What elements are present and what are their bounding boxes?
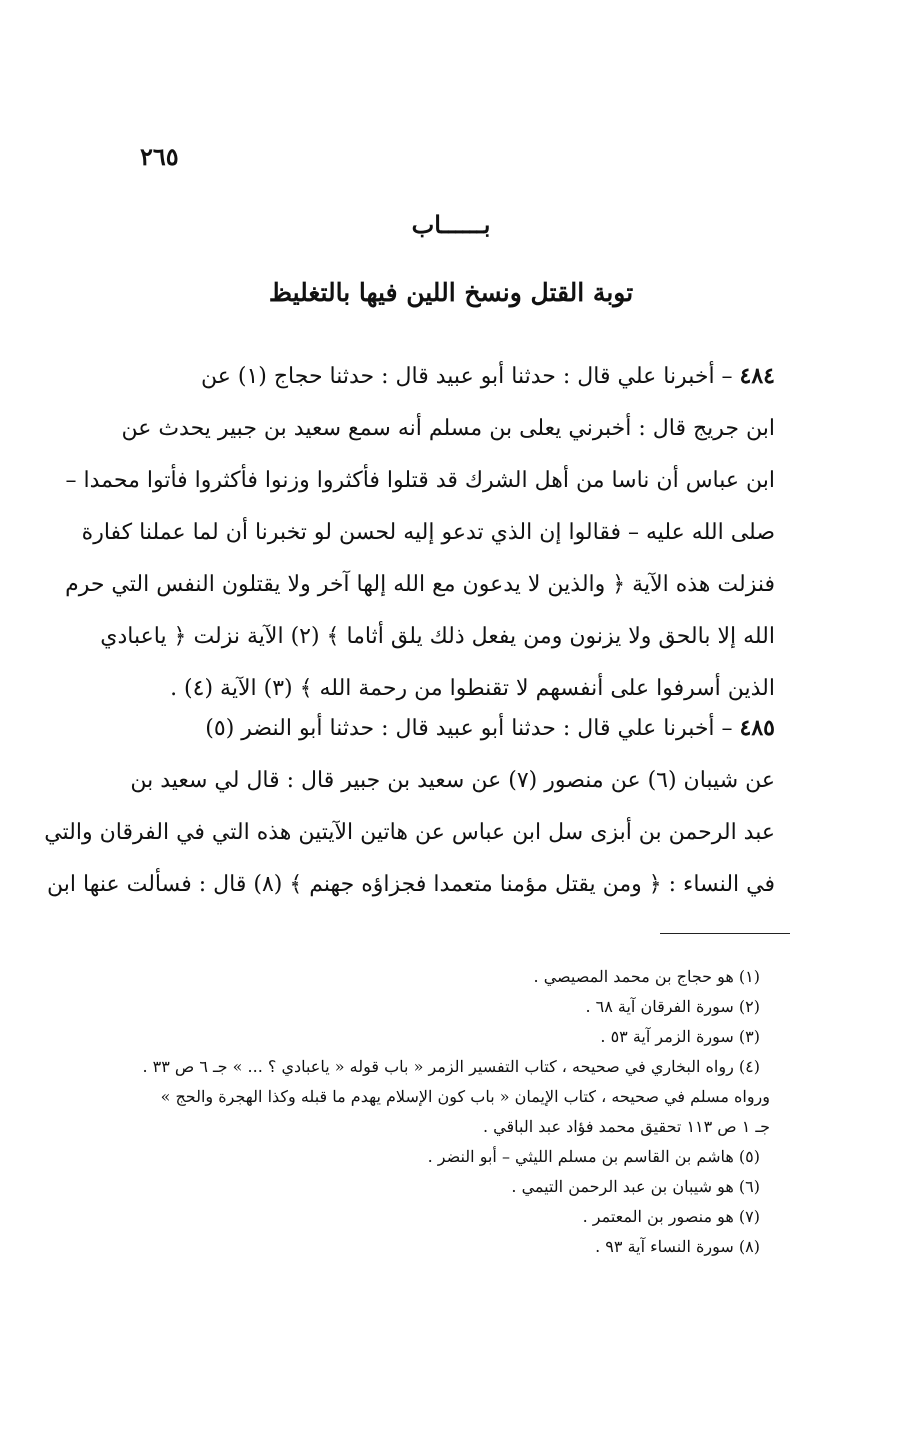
chapter-heading: بــــــاب [411, 210, 491, 239]
footnote-divider [660, 933, 790, 934]
paragraph-line: ابن جريج قال : أخبرني يعلى بن مسلم أنه سمع سعيد بن جبير يحدث عن [121, 416, 775, 441]
footnote-6: (٦) هو شيبان بن عبد الرحمن التيمي . [511, 1177, 760, 1196]
hadith-number: ٤٨٤ [739, 363, 775, 389]
footnote-2: (٢) سورة الفرقان آية ٦٨ . [585, 997, 760, 1016]
footnote-1: (١) هو حجاج بن محمد المصيصي . [533, 967, 760, 986]
footnote-4-continuation: ورواه مسلم في صحيحه ، كتاب الإيمان « باب كون الإسلام يهدم ما قبله وكذا الهجرة والحج » [160, 1087, 770, 1106]
footnote-8: (٨) سورة النساء آية ٩٣ . [595, 1237, 760, 1256]
hadith-paragraph-484 [65, 350, 775, 715]
chapter-title: توبة القتل ونسخ اللين فيها بالتغليظ [268, 278, 634, 307]
hadith-number: ٤٨٥ [739, 715, 775, 741]
paragraph-line: في النساء : ﴿ ومن يقتل مؤمنا متعمدا فجزاؤه جهنم ﴾ (٨) قال : فسألت عنها ابن [47, 872, 775, 897]
paragraph-line: ابن عباس أن ناسا من أهل الشرك قد قتلوا فأكثروا وزنوا فأكثروا فأتوا محمدا – [65, 468, 775, 493]
paragraph-line-text: – أخبرنا علي قال : حدثنا أبو عبيد قال : حدثنا أبو النضر (٥) [205, 716, 733, 741]
paragraph-line: الذين أسرفوا على أنفسهم لا تقنطوا من رحمة الله ﴾ (٣) الآية (٤) . [170, 676, 775, 701]
hadith-paragraph-485 [44, 702, 775, 911]
paragraph-line [130, 350, 775, 403]
paragraph-line: عن شيبان (٦) عن منصور (٧) عن سعيد بن جبير قال : قال لي سعيد بن [130, 768, 775, 793]
footnote-7: (٧) هو منصور بن المعتمر . [582, 1207, 760, 1226]
paragraph-line-text: – أخبرنا علي قال : حدثنا أبو عبيد قال : حدثنا حجاج (١) عن [200, 364, 733, 389]
footnote-4-continuation: جـ ١ ص ١١٣ تحقيق محمد فؤاد عبد الباقي . [482, 1117, 770, 1136]
paragraph-line: صلى الله عليه – فقالوا إن الذي تدعو إليه لحسن لو تخبرنا أن لما عملنا كفارة [81, 520, 775, 545]
paragraph-line: عبد الرحمن بن أبزى سل ابن عباس عن هاتين الآيتين هذه التي في الفرقان والتي [44, 820, 775, 845]
footnote-3: (٣) سورة الزمر آية ٥٣ . [600, 1027, 760, 1046]
paragraph-line [130, 702, 775, 755]
paragraph-line: الله إلا بالحق ولا يزنون ومن يفعل ذلك يلق أثاما ﴾ (٢) الآية نزلت ﴿ ياعبادي [100, 624, 775, 649]
page-number: ٢٦٥ [140, 142, 179, 171]
paragraph-line: فنزلت هذه الآية ﴿ والذين لا يدعون مع الله إلها آخر ولا يقتلون النفس التي حرم [65, 572, 775, 597]
footnote-4: (٤) رواه البخاري في صحيحه ، كتاب التفسير الزمر « باب قوله « ياعبادي ؟ ... » جـ ٦ ص ٣٣ . [142, 1057, 760, 1076]
footnotes [130, 962, 770, 1262]
footnote-5: (٥) هاشم بن القاسم بن مسلم الليثي – أبو النضر . [427, 1147, 760, 1166]
